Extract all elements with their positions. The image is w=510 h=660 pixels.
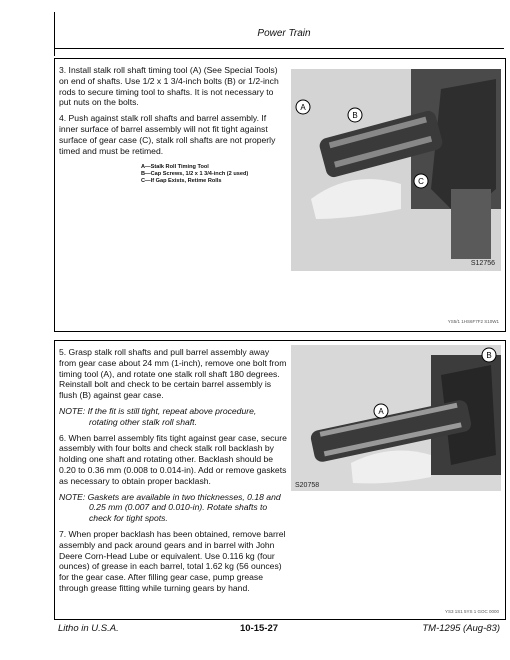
page-title: Power Train [257, 28, 311, 39]
step-4: 4. Push against stalk roll shafts and barrel assembly. If inner surface of barrel assembly will not fit tight against surface of gear case (C), stalk roll shafts are not properly timed and must be retimed. [59, 113, 276, 156]
section-backlash [54, 340, 506, 620]
note-1: NOTE: If the fit is still tight, repeat above procedure, rotating other stalk roll shaft. [59, 405, 257, 427]
section-stalk-roll-timing [54, 58, 506, 332]
header-rule [54, 48, 504, 49]
step-6: 6. When barrel assembly fits tight against gear case, secure assembly with four bolts and check stalk roll backlash by holding one shaft and rotating other. Backlash should be 0.20 to 0.36 mm (0.008 to 0.014-in). Add or remove gaskets as necessary to obtain proper backlash. [59, 432, 287, 486]
figure-photo-timing-tool [291, 69, 501, 271]
photo-number: S12756 [470, 260, 495, 267]
page-number: 10-15-27 [240, 623, 279, 634]
legend-item-b: B—Cap Screws, 1/2 x 1 3/4-inch (2 used) [141, 171, 249, 178]
footer-litho: Litho in U.S.A. [58, 623, 119, 634]
note-2: NOTE: Gaskets are available in two thicknesses, 0.18 and 0.25 mm (0.007 and 0.010-in). Rotate shafts to check for tight spots. [59, 491, 281, 524]
manual-code: TM-1295 (Aug-83) [422, 623, 500, 634]
callout-b: B [352, 111, 358, 120]
left-margin-rule-lower [54, 48, 55, 56]
section2-text [59, 347, 287, 599]
section1-text [59, 65, 287, 185]
figure-code: YS5/1 1HS6F7F2 S10W1 [447, 319, 499, 324]
legend-item-a: A—Stalk Roll Timing Tool [141, 164, 209, 171]
step-3: 3. Install stalk roll shaft timing tool (A) (See Special Tools) on end of shafts. Use 1/2 x 1 3/4-inch bolts (B) or 1/2-inch rods to secure timing tool to shafts. It is not necessary to put nuts on the bolts. [59, 65, 279, 108]
figure-legend [141, 164, 287, 185]
callout-c: C [418, 177, 424, 186]
photo-number-2: S20758 [295, 482, 320, 489]
step-5: 5. Grasp stalk roll shafts and pull barrel assembly away from gear case about 24 mm (1-inch), remove one bolt from timing tool (A), and rotate one stalk roll shaft 180 degrees. Reinstall bolt and check to be certain barrel assembly is flush (B) against gear case. [59, 347, 287, 401]
legend-item-c: C—If Gap Exists, Retime Rolls [141, 178, 222, 185]
callout-a-2: A [378, 407, 384, 416]
step-7: 7. When proper backlash has been obtained, remove barrel assembly and pack around gears and in barrel with John Deere Corn-Head Lube or equivalent. Use 0.116 kg (four ounces) of grease in each barrel, total 1.62 kg (56 ounces) for the gear case. After filling gear case, pump grease through grease fitting while turning gears by hand. [59, 528, 286, 593]
callout-b-2: B [486, 351, 492, 360]
callout-a: A [300, 103, 306, 112]
figure-code-2: YS3 1S1 5YS 1 GOC 0000 [444, 609, 499, 614]
figure-photo-backlash [291, 345, 501, 491]
